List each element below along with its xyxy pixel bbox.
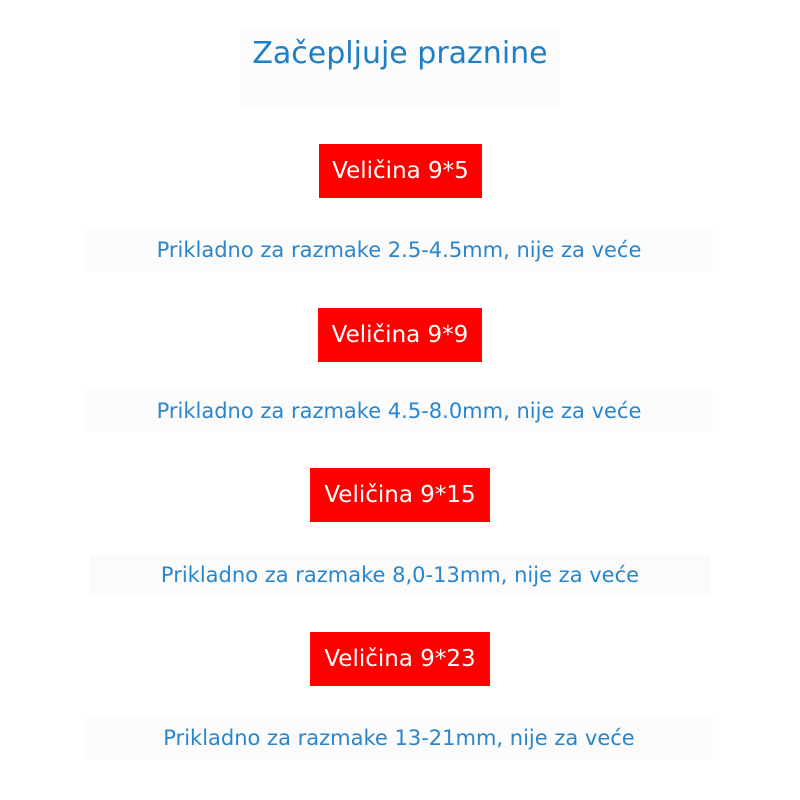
size-description-9x9: Prikladno za razmake 4.5-8.0mm, nije za veće [85, 390, 713, 432]
page-title: Začepljuje praznine [240, 30, 560, 106]
size-description-9x5: Prikladno za razmake 2.5-4.5mm, nije za veće [85, 229, 713, 271]
size-badge-9x23: Veličina 9*23 [310, 632, 490, 686]
size-badge-9x9: Veličina 9*9 [318, 308, 482, 362]
size-badge-9x15: Veličina 9*15 [310, 468, 490, 522]
size-description-9x23: Prikladno za razmake 13-21mm, nije za veće [85, 717, 713, 759]
size-badge-9x5: Veličina 9*5 [319, 144, 482, 198]
size-description-9x15: Prikladno za razmake 8,0-13mm, nije za veće [90, 554, 710, 596]
